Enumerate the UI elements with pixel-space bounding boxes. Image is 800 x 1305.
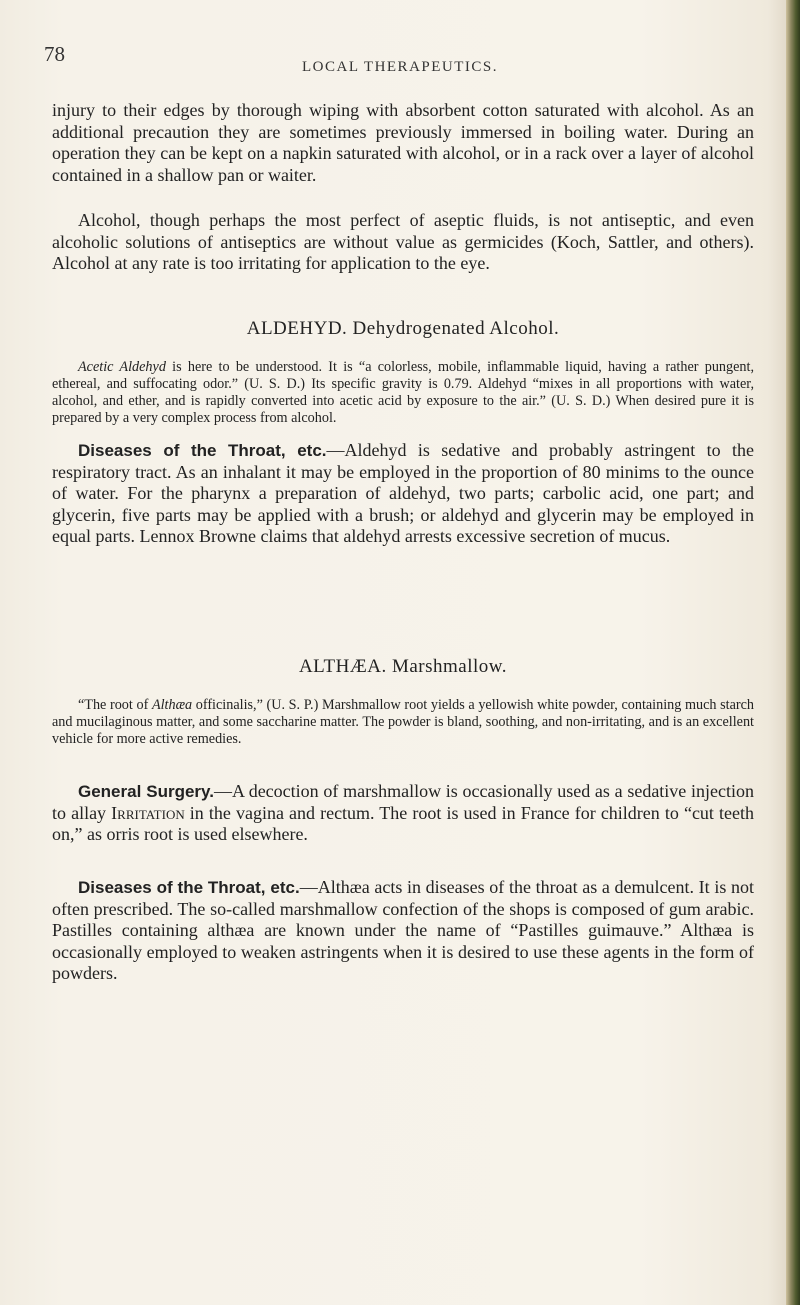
intro-text-2: Alcohol, though perhaps the most perfect of aseptic fluids, is not antiseptic, and even alcoholic solutions of antiseptics are without value as germicides (Koch, Sattler, and others). Alcohol at any rate is too irritating for application to the eye. <box>52 210 754 273</box>
althaea-throat-text: —Althæa acts in diseases of the throat as a demulcent. It is not often prescribed. The so-called marshmallow confection of the shops is composed of gum arabic. Pastilles containing althæa are known under the name of “Pastilles guimauve.” Althæa is occasionally employed to weaken astringents when it is desired to use these agents in the form of powders. <box>52 877 754 983</box>
althaea-surgery-smallcaps: Irritation <box>111 802 185 823</box>
althaea-description-start: “The root of <box>78 697 152 713</box>
intro-text-1: injury to their edges by thorough wiping with absorbent cotton saturated with alcohol. As an additional precaution they are sometimes previously immersed in boiling water. During an operation they can be kept on a napkin saturated with alcohol, or in a rack over a layer of alcohol contained in a shallow pan or waiter. <box>52 100 754 185</box>
althaea-surgery-paragraph <box>52 781 754 846</box>
aldehyd-throat-title: Diseases of the Throat, etc. <box>78 441 327 460</box>
althaea-italic-term: Althæa <box>151 697 193 713</box>
intro-paragraph-2 <box>52 210 754 275</box>
aldehyd-italic-term: Acetic Aldehyd <box>78 359 166 375</box>
running-head: LOCAL THERAPEUTICS. <box>301 59 498 75</box>
aldehyd-heading: ALDEHYD. Dehydrogenated Alcohol. <box>246 318 560 339</box>
althaea-description-text: officinalis,” (U. S. P.) Marshmallow root yields a yellowish white powder, containing much starch and mucilaginous matter, and some saccharine matter. The powder is bland, soothing, and non-irritating, and is an excellent vehicle for more active remedies. <box>52 697 755 747</box>
page-number: 78 <box>44 42 65 66</box>
althaea-description <box>52 697 754 748</box>
intro-paragraph-1 <box>52 100 754 186</box>
althaea-surgery-text-a: —A decoction of marshmallow is occasionally used as a sedative injection to allay <box>52 781 754 823</box>
aldehyd-description <box>52 359 754 427</box>
althaea-throat-title: Diseases of the Throat, etc. <box>78 878 300 897</box>
aldehyd-throat-text: —Aldehyd is sedative and probably astringent to the respiratory tract. As an inhalant it may be employed in the proportion of 80 minims to the ounce of water. For the pharynx a preparation of aldehyd, two parts; carbolic acid, one part; and glycerin, five parts may be applied with a brush; or aldehyd and glycerin may be employed in equal parts. Lennox Browne claims that aldehyd arrests excessive secretion of mucus. <box>52 440 754 546</box>
page-edge <box>786 0 800 1305</box>
althaea-surgery-title: General Surgery. <box>78 782 214 801</box>
althaea-throat-paragraph <box>52 877 754 985</box>
althaea-surgery-text-b: in the vagina and rectum. The root is used in France for children to “cut teeth on,” as orris root is used elsewhere. <box>52 802 754 844</box>
aldehyd-description-text: is here to be understood. It is “a colorless, mobile, inflammable liquid, having a rather pungent, ethereal, and suffocating odor.” (U. S. D.) Its specific gravity is 0.79. Aldehyd “mixes in all proportions with water, alcohol, and ether, and is rapidly converted into acetic acid by exposure to the air.” (U. S. D.) When desired pure it is prepared by a very complex process from alcohol. <box>52 359 754 426</box>
aldehyd-throat-paragraph <box>52 440 754 548</box>
althaea-heading: ALTHÆA. Marshmallow. <box>298 656 508 677</box>
